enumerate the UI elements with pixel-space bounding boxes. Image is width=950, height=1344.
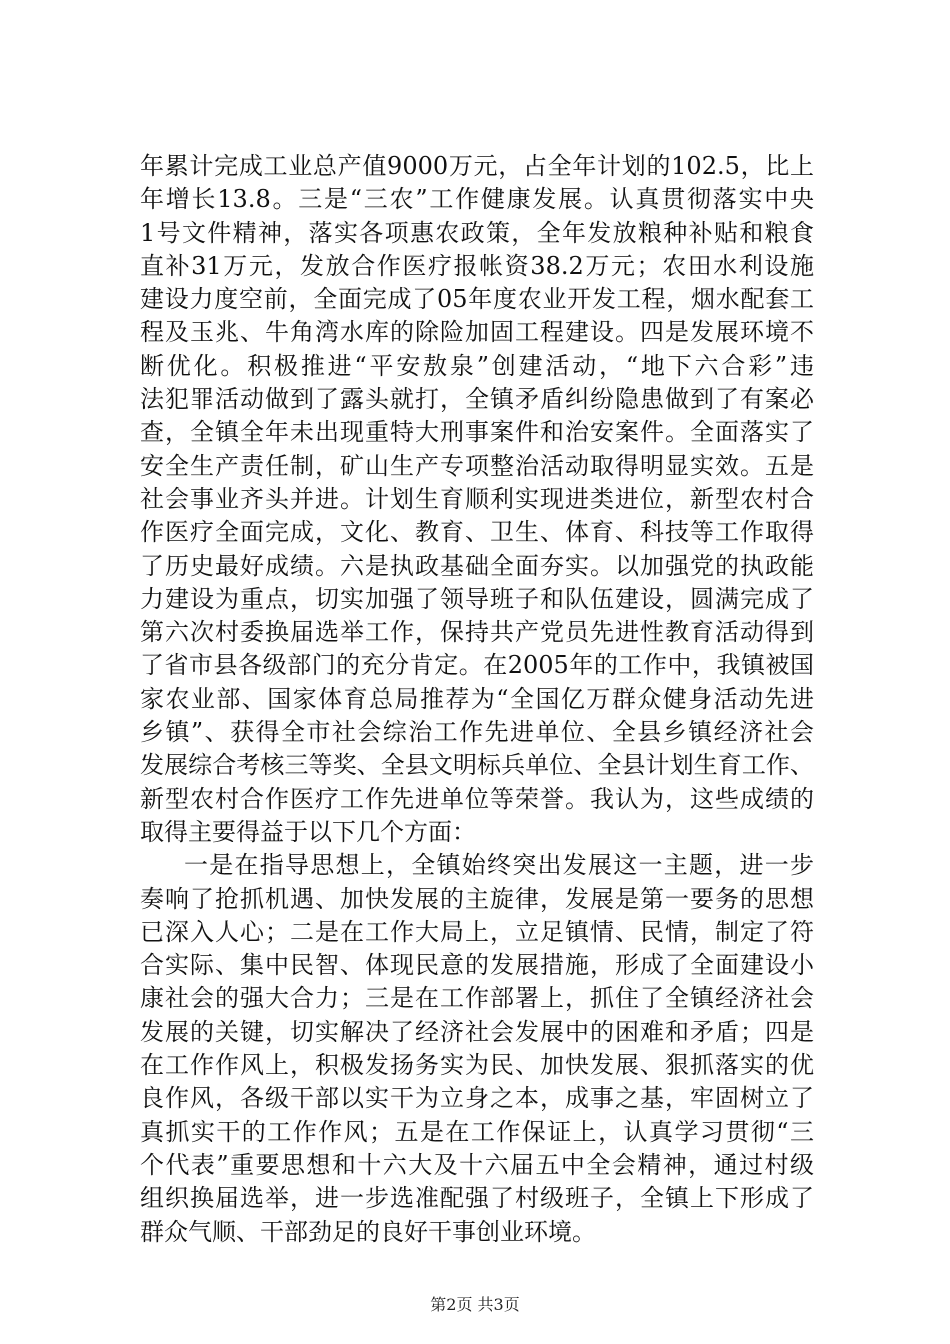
text-line: 乡镇”、获得全市社会综治工作先进单位、全县乡镇经济社会 bbox=[140, 718, 814, 747]
text-line: 康社会的强大合力；三是在工作部署上，抓住了全镇经济社会 bbox=[140, 984, 814, 1013]
text-line: 个代表”重要思想和十六大及十六届五中全会精神，通过村级 bbox=[140, 1150, 814, 1179]
text-line: 奏响了抢抓机遇、加快发展的主旋律，发展是第一要务的思想 bbox=[140, 884, 814, 913]
text-line: 组织换届选举，进一步选准配强了村级班子，全镇上下形成了 bbox=[140, 1184, 814, 1213]
paragraph-end-line: 取得主要得益于以下几个方面： bbox=[140, 817, 476, 846]
text-line: 查，全镇全年未出现重特大刑事案件和治安案件。全面落实了 bbox=[140, 418, 814, 447]
text-line: 安全生产责任制，矿山生产专项整治活动取得明显实效。五是 bbox=[140, 451, 814, 480]
paragraph-end-line: 群众气顺、干部劲足的良好干事创业环境。 bbox=[140, 1217, 596, 1246]
text-line: 法犯罪活动做到了露头就打，全镇矛盾纠纷隐患做到了有案必 bbox=[140, 385, 814, 414]
text-line: 程及玉兆、牛角湾水库的除险加固工程建设。四是发展环境不 bbox=[140, 318, 814, 347]
page-number: 第2页 共3页 bbox=[430, 1295, 520, 1314]
text-line: 年累计完成工业总产值9000万元，占全年计划的102.5，比上 bbox=[140, 152, 814, 180]
text-line: 年增长13.8。三是“三农”工作健康发展。认真贯彻落实中央 bbox=[140, 185, 814, 214]
text-line: 直补31万元，发放合作医疗报帐资38.2万元；农田水利设施 bbox=[140, 251, 814, 280]
text-line: 社会事业齐头并进。计划生育顺利实现进类进位，新型农村合 bbox=[140, 484, 814, 513]
text-line: 发展综合考核三等奖、全县文明标兵单位、全县计划生育工作、 bbox=[140, 751, 814, 780]
text-line: 真抓实干的工作作风；五是在工作保证上，认真学习贯彻“三 bbox=[140, 1117, 814, 1146]
text-line: 力建设为重点，切实加强了领导班子和队伍建设，圆满完成了 bbox=[140, 584, 814, 613]
document-body bbox=[140, 150, 814, 1249]
page-footer bbox=[0, 1292, 950, 1315]
text-line: 第六次村委换届选举工作，保持共产党员先进性教育活动得到 bbox=[140, 618, 814, 647]
text-line: 合实际、集中民智、体现民意的发展措施，形成了全面建设小 bbox=[140, 951, 814, 980]
text-line: 良作风，各级干部以实干为立身之本，成事之基，牢固树立了 bbox=[140, 1084, 814, 1113]
text-line: 新型农村合作医疗工作先进单位等荣誉。我认为，这些成绩的 bbox=[140, 784, 814, 813]
text-line: 1号文件精神，落实各项惠农政策，全年发放粮种补贴和粮食 bbox=[140, 218, 814, 247]
text-line: 家农业部、国家体育总局推荐为“全国亿万群众健身活动先进 bbox=[140, 684, 814, 713]
text-line: 了省市县各级部门的充分肯定。在2005年的工作中，我镇被国 bbox=[140, 651, 814, 680]
text-line: 已深入人心；二是在工作大局上，立足镇情、民情，制定了符 bbox=[140, 917, 814, 946]
text-line: 了历史最好成绩。六是执政基础全面夯实。以加强党的执政能 bbox=[140, 551, 814, 580]
text-line: 作医疗全面完成，文化、教育、卫生、体育、科技等工作取得 bbox=[140, 518, 814, 547]
text-line: 建设力度空前，全面完成了05年度农业开发工程，烟水配套工 bbox=[140, 285, 814, 314]
text-line: 发展的关键，切实解决了经济社会发展中的困难和矛盾；四是 bbox=[140, 1017, 814, 1046]
text-line: 断优化。积极推进“平安敖泉”创建活动，“地下六合彩”违 bbox=[140, 351, 814, 380]
paragraph-start-line: 一是在指导思想上，全镇始终突出发展这一主题，进一步 bbox=[184, 851, 814, 880]
text-line: 在工作作风上，积极发扬务实为民、加快发展、狠抓落实的优 bbox=[140, 1051, 814, 1080]
